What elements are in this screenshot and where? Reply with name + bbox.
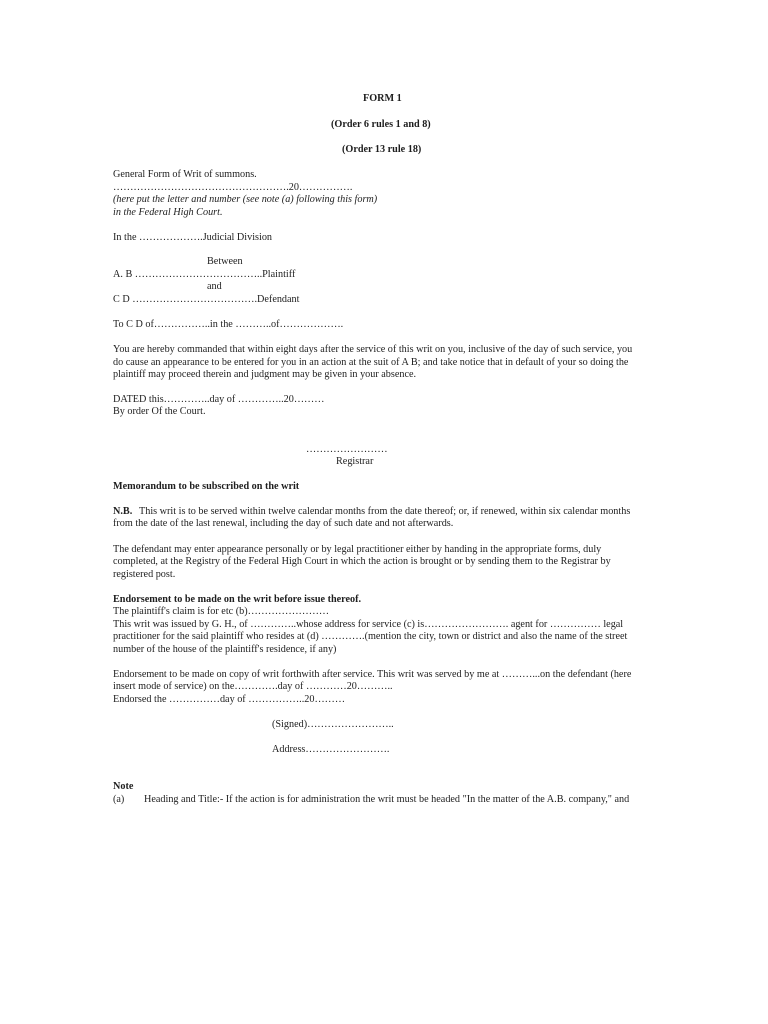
nb-line-2: from the date of the last renewal, including the day of such date and not afterwards. xyxy=(113,518,454,529)
intro-court: in the Federal High Court. xyxy=(113,207,223,218)
address-line: Address……………………. xyxy=(272,744,390,755)
plaintiff-line: A. B ………………………………..Plaintiff xyxy=(113,269,296,280)
and-label: and xyxy=(207,281,222,292)
between-label: Between xyxy=(207,256,243,267)
service-line-2: insert mode of service) on the………….day of …………20……….. xyxy=(113,681,393,692)
signed-line: (Signed)…………………….. xyxy=(272,719,394,730)
service-line-3: Endorsed the ……………day of ……………..20……… xyxy=(113,694,346,705)
intro-instruction: (here put the letter and number (see note (a) following this form) xyxy=(113,194,378,205)
dated-line: DATED this…………..day of …………..20……… xyxy=(113,394,325,405)
command-line-2: do cause an appearance to be entered for you in an action at the suit of A B; and take notice that in default of your so doing the xyxy=(113,357,629,368)
command-line-1: You are hereby commanded that within eight days after the service of this writ on you, inclusive of the day of such service, you xyxy=(113,344,633,355)
memorandum-heading: Memorandum to be subscribed on the writ xyxy=(113,481,300,492)
intro-dotted-line: …………………………………………….20……………. xyxy=(113,182,353,193)
intro-title: General Form of Writ of summons. xyxy=(113,169,257,180)
to-line: To C D of……………..in the ………..of………………. xyxy=(113,319,344,330)
claim-line: The plaintiff's claim is for etc (b)…………………… xyxy=(113,606,330,617)
court-order-line: By order Of the Court. xyxy=(113,406,206,417)
note-heading: Note xyxy=(113,781,134,792)
form-title: FORM 1 xyxy=(363,93,402,104)
nb-line-1: This writ is to be served within twelve calendar months from the date thereof; or, if renewed, within six calendar months xyxy=(139,506,631,517)
defendant-appearance-line-3: registered post. xyxy=(113,569,176,580)
order-reference-2: (Order 13 rule 18) xyxy=(342,144,422,155)
note-a-label: (a) xyxy=(113,794,125,805)
nb-label: N.B. xyxy=(113,506,133,517)
issued-line-3: number of the house of the plaintiff's residence, if any) xyxy=(113,644,337,655)
service-line-1: Endorsement to be made on copy of writ forthwith after service. This writ was served by me at ………...on the defendant (here xyxy=(113,669,632,680)
issued-line-1: This writ was issued by G. H., of …………..whose address for service (c) is……………………. agent for …………… legal xyxy=(113,619,624,630)
judicial-division: In the ……………….Judicial Division xyxy=(113,232,273,243)
endorsement-heading: Endorsement to be made on the writ before issue thereof. xyxy=(113,594,362,605)
registrar-signature-line: …………………… xyxy=(306,444,388,455)
order-reference-1: (Order 6 rules 1 and 8) xyxy=(331,119,431,130)
registrar-label: Registrar xyxy=(336,456,374,467)
note-a-text: Heading and Title:- If the action is for administration the writ must be headed "In the matter of the A.B. company," and xyxy=(144,794,630,805)
issued-line-2: practitioner for the said plaintiff who resides at (d) ………….(mention the city, town or district and also the name of the street xyxy=(113,631,628,642)
command-line-3: plaintiff may proceed therein and judgment may be given in your absence. xyxy=(113,369,417,380)
defendant-line: C D ……………………………….Defendant xyxy=(113,294,300,305)
defendant-appearance-line-1: The defendant may enter appearance personally or by legal practitioner either by handing in the appropriate forms, duly xyxy=(113,544,602,555)
defendant-appearance-line-2: completed, at the Registry of the Federal High Court in which the action is brought or by sending them to the Registrar by xyxy=(113,556,611,567)
